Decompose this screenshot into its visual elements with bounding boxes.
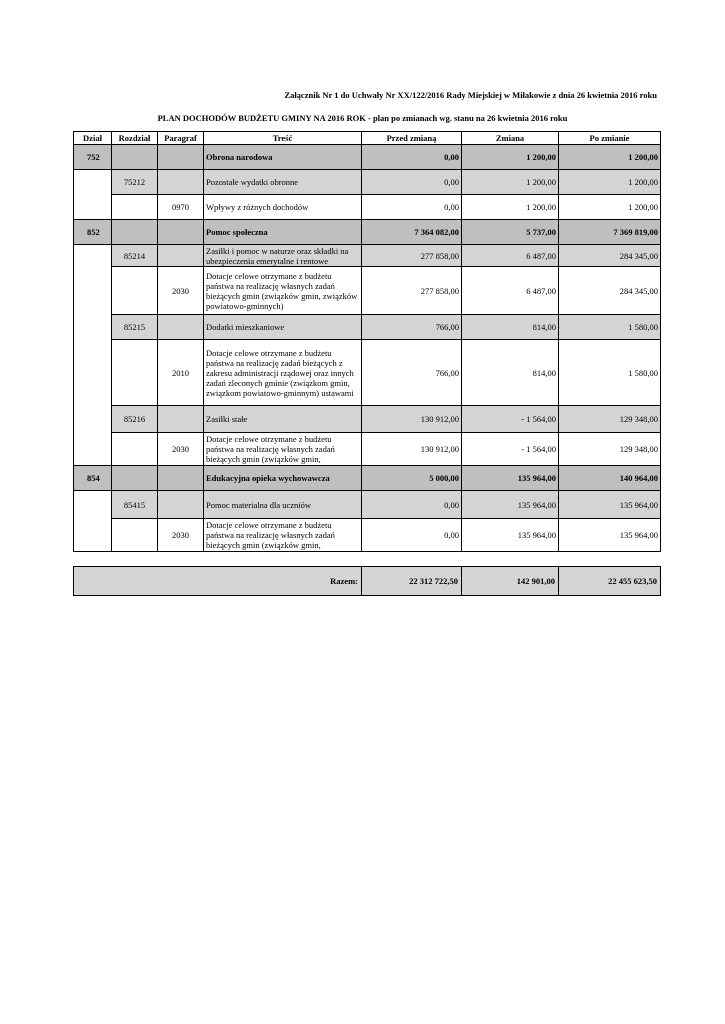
cell-zmiana: 5 737,00 [462,220,559,245]
cell-po: 129 348,00 [559,406,661,433]
cell-po: 1 200,00 [559,195,661,220]
cell-przed: 0,00 [362,145,462,170]
cell-rozdzial: 85216 [112,406,158,433]
cell-tresc: Zasiłki stałe [204,406,362,433]
table-row [74,340,661,406]
total-przed: 22 312 722,50 [362,567,462,596]
cell-zmiana: 814,00 [462,315,559,340]
cell-przed: 0,00 [362,491,462,519]
cell-zmiana: 6 487,00 [462,267,559,315]
cell-przed: 130 912,00 [362,406,462,433]
cell-zmiana: 1 200,00 [462,145,559,170]
cell-przed: 766,00 [362,340,462,406]
cell-zmiana: 1 200,00 [462,170,559,195]
cell-dzial: 752 [74,145,112,170]
table-row [74,170,661,195]
table-row [74,220,661,245]
cell-przed: 0,00 [362,195,462,220]
cell-tresc: Edukacyjna opieka wychowawcza [204,466,362,491]
cell-po: 1 200,00 [559,170,661,195]
cell-paragraf [158,406,204,433]
header-paragraf: Paragraf [158,132,204,145]
total-row [74,567,661,596]
cell-zmiana: - 1 564,00 [462,433,559,466]
cell-przed: 130 912,00 [362,433,462,466]
cell-po: 1 580,00 [559,315,661,340]
cell-rozdzial [112,519,158,552]
cell-paragraf [158,491,204,519]
cell-dzial: 852 [74,220,112,245]
budget-table [73,131,661,552]
table-row [74,195,661,220]
table-row [74,466,661,491]
cell-rozdzial [112,466,158,491]
cell-paragraf [158,466,204,491]
cell-tresc: Pomoc materialna dla uczniów [204,491,362,519]
cell-po: 284 345,00 [559,245,661,267]
cell-paragraf: 2010 [158,340,204,406]
cell-dzial [74,245,112,466]
cell-rozdzial: 85214 [112,245,158,267]
table-row [74,245,661,267]
cell-tresc: Dotacje celowe otrzymane z budżetu państwa na realizację własnych zadań bieżących gmin (związków gmin, związków powiatowo-gminnych) [204,267,362,315]
cell-paragraf [158,170,204,195]
cell-po: 135 964,00 [559,491,661,519]
cell-zmiana: - 1 564,00 [462,406,559,433]
cell-przed: 0,00 [362,519,462,552]
cell-przed: 766,00 [362,315,462,340]
cell-dzial: 854 [74,466,112,491]
cell-paragraf [158,220,204,245]
cell-zmiana: 814,00 [462,340,559,406]
table-row [74,491,661,519]
cell-dzial [74,170,112,220]
cell-przed: 0,00 [362,170,462,195]
total-po: 22 455 623,50 [559,567,661,596]
cell-paragraf [158,315,204,340]
cell-przed: 277 858,00 [362,245,462,267]
cell-rozdzial [112,220,158,245]
cell-rozdzial: 85215 [112,315,158,340]
table-row [74,519,661,552]
attachment-title: Załącznik Nr 1 do Uchwały Nr XX/122/2016 Rady Miejskiej w Miłakowie z dnia 26 kwietnia 2016 roku [284,90,657,100]
cell-po: 7 369 819,00 [559,220,661,245]
cell-tresc: Dodatki mieszkaniowe [204,315,362,340]
cell-zmiana: 6 487,00 [462,245,559,267]
header-dzial: Dział [74,132,112,145]
cell-po: 1 200,00 [559,145,661,170]
cell-po: 129 348,00 [559,433,661,466]
document-title: PLAN DOCHODÓW BUDŻETU GMINY NA 2016 ROK - plan po zmianach wg. stanu na 26 kwietnia 2016 roku [157,113,568,123]
table-row [74,267,661,315]
cell-przed: 277 858,00 [362,267,462,315]
cell-paragraf: 2030 [158,519,204,552]
cell-przed: 5 000,00 [362,466,462,491]
cell-rozdzial [112,433,158,466]
cell-zmiana: 135 964,00 [462,491,559,519]
cell-tresc: Dotacje celowe otrzymane z budżetu państwa na realizację własnych zadań bieżących gmin (związków gmin, [204,519,362,552]
cell-paragraf: 2030 [158,267,204,315]
cell-po: 140 964,00 [559,466,661,491]
cell-tresc: Wpływy z różnych dochodów [204,195,362,220]
cell-paragraf: 0970 [158,195,204,220]
cell-przed: 7 364 082,00 [362,220,462,245]
table-header-row [74,132,661,145]
cell-zmiana: 135 964,00 [462,519,559,552]
table-row [74,315,661,340]
cell-dzial [74,491,112,552]
cell-po: 135 964,00 [559,519,661,552]
cell-rozdzial [112,195,158,220]
total-label: Razem: [74,567,362,596]
cell-paragraf [158,145,204,170]
cell-zmiana: 1 200,00 [462,195,559,220]
cell-rozdzial [112,267,158,315]
cell-paragraf [158,245,204,267]
cell-tresc: Pomoc społeczna [204,220,362,245]
cell-rozdzial [112,340,158,406]
cell-tresc: Dotacje celowe otrzymane z budżetu państwa na realizację zadań bieżących z zakresu administracji rządowej oraz innych zadań zleconych gminie (związkom gmin, związkom powiatowo-gminnym) ustawami [204,340,362,406]
header-zmiana: Zmiana [462,132,559,145]
table-row [74,433,661,466]
cell-rozdzial [112,145,158,170]
cell-paragraf: 2030 [158,433,204,466]
header-po-zmianie: Po zmianie [559,132,661,145]
header-przed-zmiana: Przed zmianą [362,132,462,145]
total-table [73,566,661,596]
header-rozdzial: Rozdział [112,132,158,145]
cell-zmiana: 135 964,00 [462,466,559,491]
cell-rozdzial: 85415 [112,491,158,519]
cell-po: 1 580,00 [559,340,661,406]
cell-po: 284 345,00 [559,267,661,315]
total-zmiana: 142 901,00 [462,567,559,596]
table-row [74,145,661,170]
header-tresc: Treść [204,132,362,145]
cell-rozdzial: 75212 [112,170,158,195]
table-row [74,406,661,433]
cell-tresc: Zasiłki i pomoc w naturze oraz składki na ubezpieczenia emerytalne i rentowe [204,245,362,267]
cell-tresc: Pozostałe wydatki obronne [204,170,362,195]
cell-tresc: Dotacje celowe otrzymane z budżetu państwa na realizację własnych zadań bieżących gmin (związków gmin, [204,433,362,466]
cell-tresc: Obrona narodowa [204,145,362,170]
